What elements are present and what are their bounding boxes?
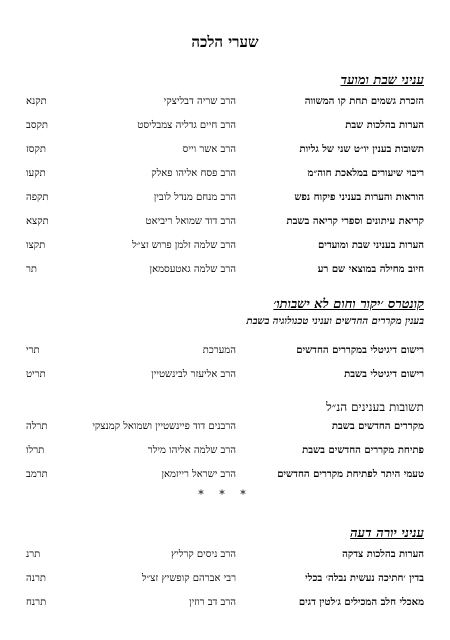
page-number: תרלה [26, 421, 48, 432]
article-title: קריאת עיתונים וספרי קריאה בשבת [286, 216, 424, 227]
article-title: הערות בהלכות צדקה [342, 549, 424, 560]
article-author: הרב חיים גדליה צמבליסט [137, 120, 236, 131]
toc-row [26, 421, 424, 435]
page-number: תר [26, 264, 38, 275]
page-number: תקעו [26, 168, 46, 179]
article-title: חיוב מחילה במוצאי שם רע [317, 264, 424, 275]
article-author: הרב ישראל רייזמאן [161, 469, 236, 480]
article-author: הרב פסח אליהו פאלק [151, 168, 236, 179]
article-author: הרב דוד שמואל ריביאט [145, 216, 236, 227]
toc-row [26, 345, 424, 359]
article-title: הזכרת גשמים תחת קו המשווה [304, 96, 424, 107]
article-author: הרב שלמה גאטעסמאן [149, 264, 236, 275]
article-title: פתיחת מקררים החדשים בשבת [302, 445, 424, 456]
section-heading-shabbat: עניני שבת ומועד [340, 73, 424, 88]
toc-row [26, 144, 424, 158]
page-number: תקצו [26, 240, 46, 251]
article-title: הוראות והערות בעניני פיקוח נפש [294, 192, 424, 203]
article-title: הערות בעניני שבת ומועדים [317, 240, 424, 251]
page-number: תקצא [26, 216, 49, 227]
article-author: הרב דב רוזין [189, 597, 236, 608]
article-author: המערכת [202, 345, 236, 356]
article-author: הרב אליעזר לבינשטיין [151, 369, 236, 380]
toc-row [26, 264, 424, 278]
section-heading-kuntres: קונטרס ׳יקור וחום לא ישבותו׳ [273, 297, 424, 312]
page-number: תקנא [26, 96, 47, 107]
page-number: תרי [26, 345, 40, 356]
article-author: הרב מנחם מנדל לובין [153, 192, 236, 203]
toc-row [26, 168, 424, 182]
page-number: תקפה [26, 192, 49, 203]
article-title: תשובות בענין יו״ט שני של גליות [299, 144, 424, 155]
article-title: מאכלי חלב המכילים ג׳לטין דגים [298, 597, 424, 608]
article-author: הרב ניסים קרליץ [170, 549, 236, 560]
article-title: רישום דיגיטלי בשבת [344, 369, 424, 380]
page-number: תרנ [26, 549, 41, 560]
page-number: תקסז [26, 144, 46, 155]
toc-row [26, 192, 424, 206]
page-number: תקסב [26, 120, 48, 131]
section-subheading: בענין מקררים החדשים ועניני טכנולוגיה בשבת [246, 316, 424, 327]
separator-stars: * * * [198, 488, 252, 501]
article-author: רבי אברהם קופשיץ זצ״ל [141, 573, 236, 584]
toc-row [26, 120, 424, 134]
article-author: הרב שלמה אליהו מילר [147, 445, 236, 456]
article-author: הרב שריה דבליצקי [163, 96, 236, 107]
article-title: ריבוי שיעורים במלאכת חוה״מ [307, 168, 424, 179]
toc-row [26, 597, 424, 611]
toc-row [26, 216, 424, 230]
toc-row [26, 573, 424, 587]
toc-row [26, 96, 424, 110]
responsa-heading: תשובות בענינים הנ״ל [326, 400, 424, 414]
page-number: תרנח [26, 597, 47, 608]
article-title: רישום דיגיטלי במקררים החדשים [296, 345, 424, 356]
page-number: תרמב [26, 469, 48, 480]
page-number: תריט [26, 369, 46, 380]
article-author: הרב אשר וייס [182, 144, 236, 155]
page-title: שערי הלכה [191, 33, 259, 51]
toc-row [26, 240, 424, 254]
article-title: הערות בהלכות שבת [345, 120, 424, 131]
article-title: טעמי היתר לפתיחת מקררים החדשים [277, 469, 424, 480]
section-heading-yoreh-deah: עניני יורה דעה [350, 526, 424, 541]
toc-row [26, 549, 424, 563]
toc-row [26, 445, 424, 459]
article-author: הרבנים דוד פיינשטיין ושמואל קמנצקי [92, 421, 236, 432]
article-author: הרב שלמה זלמן פרוש זצ״ל [132, 240, 236, 251]
page-number: תרלו [26, 445, 45, 456]
toc-row [26, 469, 424, 483]
article-title: בדין ׳חתיכה נעשית נבלה׳ בכלי [305, 573, 424, 584]
article-title: מקררים החדשים בשבת [331, 421, 424, 432]
toc-row [26, 369, 424, 383]
page-number: תרנה [26, 573, 47, 584]
